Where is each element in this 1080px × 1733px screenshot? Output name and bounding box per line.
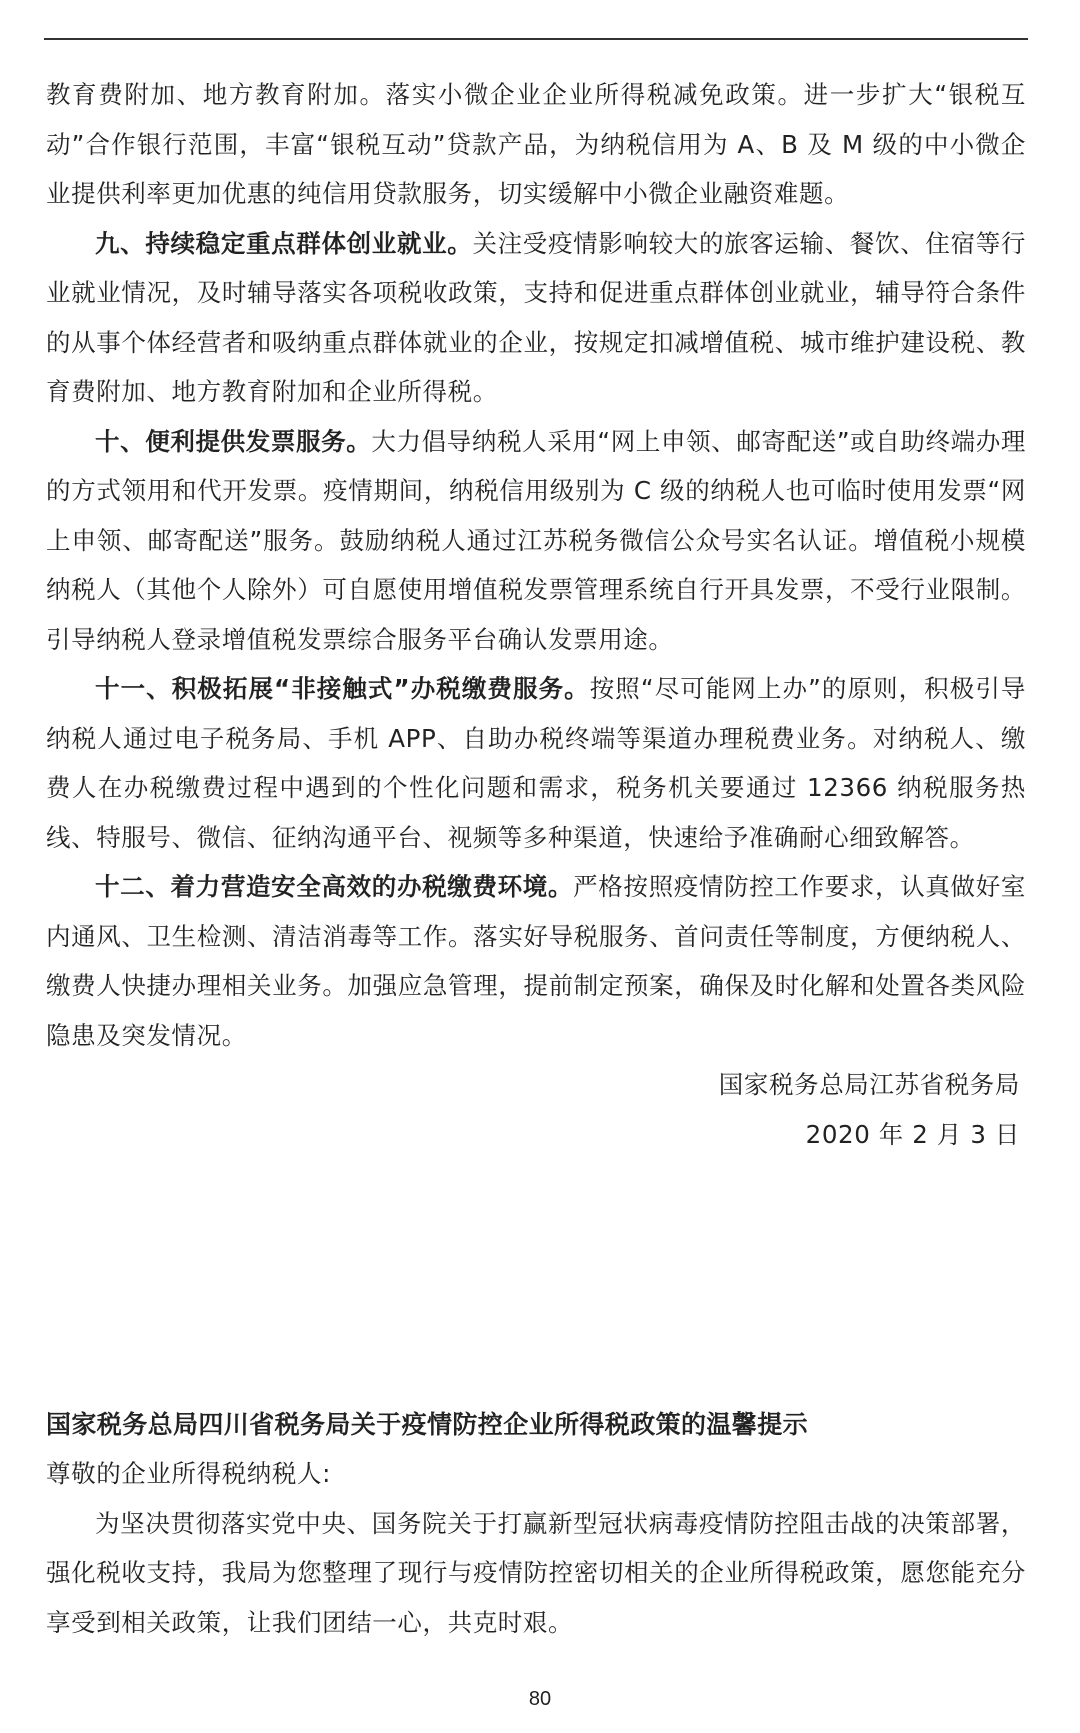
page-number: 80 [528, 1688, 552, 1710]
signature-org: 国家税务总局江苏省税务局 [718, 1070, 1020, 1099]
item-heading: 十、便利提供发票服务。 [95, 426, 372, 456]
notice-body: 为坚决贯彻落实党中央、国务院关于打赢新型冠状病毒疫情防控阻击战的决策部署，强化税收支持，我局为您整理了现行与疫情防控密切相关的企业所得税政策，愿您能充分享受到相关政策，让我们团结一心，共克时艰。 [46, 1508, 1026, 1637]
document-body [46, 70, 1026, 1159]
item-heading: 九、持续稳定重点群体创业就业。 [95, 228, 473, 258]
item-body: 严格按照疫情防控工作要求，认真做好室内通风、卫生检测、清洁消毒等工作。落实好导税服务、首问责任等制度，方便纳税人、缴费人快捷办理相关业务。加强应急管理，提前制定预案，确保及时化解和处置各类风险隐患及突发情况。 [46, 872, 1026, 1050]
notice-section [46, 1400, 1026, 1647]
carryover-paragraph: 教育费附加、地方教育附加。落实小微企业企业所得税减免政策。进一步扩大“银税互动”合作银行范围，丰富“银税互动”贷款产品，为纳税信用为 A、B 及 M 级的中小微企业提供利率更加优惠的纯信用贷款服务，切实缓解中小微企业融资难题。 [46, 80, 1026, 208]
notice-title: 国家税务总局四川省税务局关于疫情防控企业所得税政策的温馨提示 [46, 1410, 809, 1439]
item-eleven [46, 664, 1026, 862]
item-body: 按照“尽可能网上办”的原则，积极引导纳税人通过电子税务局、手机 APP、自助办税终端等渠道办理税费业务。对纳税人、缴费人在办税缴费过程中遇到的个性化问题和需求，税务机关要通过 12366 纳税服务热线、特服号、微信、征纳沟通平台、视频等多种渠道，快速给予准确耐心细致解答。 [46, 674, 1027, 852]
item-ten [46, 417, 1026, 665]
top-divider [44, 38, 1028, 40]
item-body: 大力倡导纳税人采用“网上申领、邮寄配送”或自助终端办理的方式领用和代开发票。疫情期间，纳税信用级别为 C 级的纳税人也可临时使用发票“网上申领、邮寄配送”服务。鼓励纳税人通过江苏税务微信公众号实名认证。增值税小规模纳税人（其他个人除外）可自愿使用增值税发票管理系统自行开具发票，不受行业限制。引导纳税人登录增值税发票综合服务平台确认发票用途。 [46, 426, 1026, 654]
item-twelve [46, 862, 1026, 1060]
item-body: 关注受疫情影响较大的旅客运输、餐饮、住宿等行业就业情况，及时辅导落实各项税收政策，支持和促进重点群体创业就业，辅导符合条件的从事个体经营者和吸纳重点群体就业的企业，按规定扣减增值税、城市维护建设税、教育费附加、地方教育附加和企业所得税。 [46, 228, 1027, 406]
signature-block [46, 1060, 1026, 1159]
item-heading: 十一、积极拓展“非接触式”办税缴费服务。 [95, 674, 590, 703]
item-nine [46, 219, 1026, 417]
signature-date: 2020 年 2 月 3 日 [805, 1119, 1020, 1149]
item-heading: 十二、着力营造安全高效的办税缴费环境。 [95, 872, 574, 901]
notice-salutation: 尊敬的企业所得税纳税人: [46, 1459, 331, 1488]
